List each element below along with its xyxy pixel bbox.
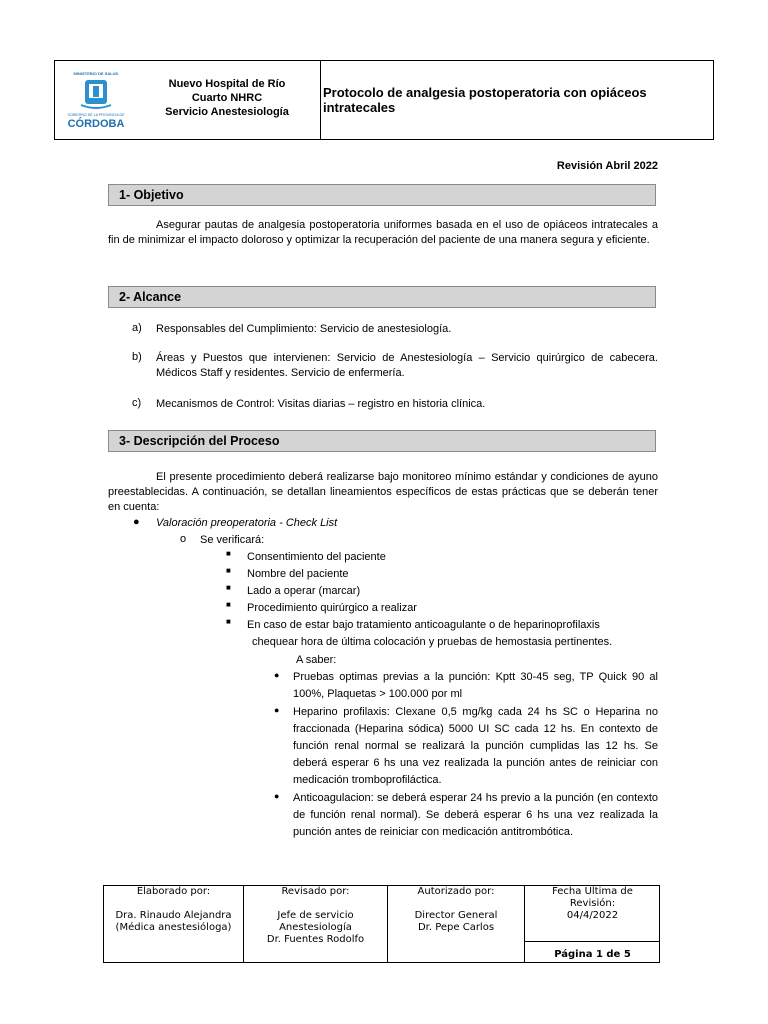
alcance-item: Áreas y Puestos que intervienen: Servicio de Anestesiología – Servicio quirúrgico de cabecera. Médicos Staff y residentes. Servicio de enfermería. — [156, 352, 658, 379]
descripcion-intro: El presente procedimiento deberá realizarse bajo monitoreo mínimo estándar y condiciones de ayuno preestablecidas. A continuación, se detallan lineamientos específicos de estas prácticas que se deberán tener en cuenta: — [108, 471, 658, 513]
elaborado-name: Dra. Rinaudo Alejandra — [115, 910, 232, 921]
cordoba-logo — [65, 71, 127, 133]
hospital-line-1: Nuevo Hospital de Río — [168, 78, 286, 90]
section-heading-objetivo: 1- Objetivo — [108, 184, 656, 206]
elaborado-label: Elaborado por: — [136, 886, 211, 897]
revision-date: Revisión Abril 2022 — [556, 160, 658, 172]
list-marker: c) — [132, 397, 142, 409]
autorizado-cell — [388, 886, 524, 934]
bullet-dot: ● — [274, 705, 280, 715]
header-divider — [320, 61, 321, 139]
logo-top-text: MINISTERIO DE SALUD — [73, 71, 119, 76]
detail-item: Heparino profilaxis: Clexane 0,5 mg/kg cada 24 hs SC o Heparina no fraccionada (Heparina sódica) 5000 UI SC cada 12 hs. En contexto de función renal normal se realizará la punción cumplidas las 12 hs. Se deberá esperar 6 hs una vez realizada la punción antes de reiniciar con medicación tromboprofiláctica. — [293, 706, 658, 786]
objetivo-text: Asegurar pautas de analgesia postoperatoria uniformes basada en el uso de opiáceos intratecales a fin de minimizar el impacto doloroso y optimizar la recuperación del paciente de una manera segura y eficiente. — [108, 219, 658, 246]
bullet-dot: ● — [274, 670, 280, 680]
footer-divider — [524, 941, 660, 942]
alcance-item: Mecanismos de Control: Visitas diarias – registro en historia clínica. — [156, 398, 486, 410]
list-marker: b) — [132, 351, 142, 363]
bullet-square: ■ — [226, 617, 231, 626]
check-list-title: Valoración preoperatoria - Check List — [156, 517, 338, 529]
verify-label: Se verificará: — [200, 534, 265, 546]
autorizado-line-2: Dr. Pepe Carlos — [417, 922, 495, 933]
revisado-line-3: Dr. Fuentes Rodolfo — [266, 934, 365, 945]
elaborado-role: (Médica anestesióloga) — [115, 922, 232, 933]
check-item-continuation: chequear hora de última colocación y pruebas de hemostasia pertinentes. — [252, 636, 613, 648]
page-number: Página 1 de 5 — [554, 949, 631, 960]
bullet-circle: o — [180, 533, 187, 545]
fecha-label-1: Fecha Ultima de — [552, 886, 633, 897]
check-item: Consentimiento del paciente — [247, 551, 386, 563]
detail-item: Pruebas optimas previas a la punción: Kptt 30-45 seg, TP Quick 90 al 100%, Plaquetas > 100.000 por ml — [293, 671, 658, 700]
bullet-dot: ● — [133, 516, 140, 528]
approval-footer — [103, 885, 660, 963]
logo-name: CÓRDOBA — [67, 118, 125, 130]
revisado-line-1: Jefe de servicio — [277, 910, 354, 921]
revisado-cell — [244, 886, 387, 946]
bullet-square: ■ — [226, 583, 231, 592]
alcance-item: Responsables del Cumplimiento: Servicio de anestesiología. — [156, 323, 452, 335]
revisado-line-2: Anestesiología — [279, 922, 352, 933]
section-heading-alcance: 2- Alcance — [108, 286, 656, 308]
document-header — [54, 60, 714, 140]
fecha-label-2: Revisión: — [569, 898, 616, 909]
bullet-square: ■ — [226, 549, 231, 558]
detail-item: Anticoagulacion: se deberá esperar 24 hs previo a la punción (en contexto de función renal normal). Se deberá esperar 6 hs una vez realizada la punción antes de reiniciar con medicación antitrombótica. — [293, 792, 658, 838]
bullet-dot: ● — [274, 791, 280, 801]
bullet-square: ■ — [226, 600, 231, 609]
hospital-name — [143, 77, 311, 119]
list-marker: a) — [132, 322, 142, 334]
autorizado-label: Autorizado por: — [417, 886, 495, 897]
revisado-label: Revisado por: — [281, 886, 350, 897]
fecha-cell — [525, 886, 660, 922]
a-saber-label: A saber: — [296, 654, 337, 666]
hospital-line-3: Servicio Anestesiología — [165, 106, 289, 118]
bullet-square: ■ — [226, 566, 231, 575]
fecha-value: 04/4/2022 — [566, 910, 619, 921]
check-item: Lado a operar (marcar) — [247, 585, 361, 597]
logo-gov-text: GOBIERNO DE LA PROVINCIA DE — [67, 113, 125, 117]
check-item: Nombre del paciente — [247, 568, 349, 580]
check-item: Procedimiento quirúrgico a realizar — [247, 602, 417, 614]
hospital-line-2: Cuarto NHRC — [191, 92, 263, 104]
elaborado-cell — [104, 886, 243, 934]
check-item: En caso de estar bajo tratamiento anticoagulante o de heparinoprofilaxis — [247, 619, 600, 631]
document-title: Protocolo de analgesia postoperatoria con opiáceos intratecales — [323, 85, 647, 115]
autorizado-line-1: Director General — [414, 910, 498, 921]
section-heading-descripcion: 3- Descripción del Proceso — [108, 430, 656, 452]
